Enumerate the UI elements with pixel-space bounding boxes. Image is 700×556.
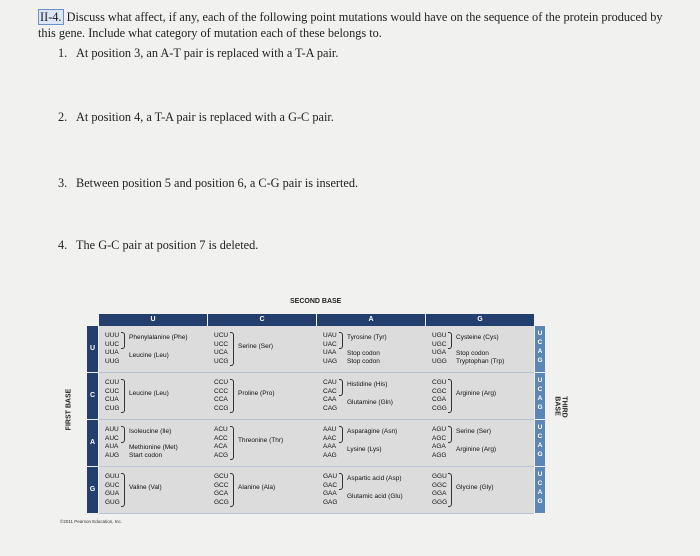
mutation-item-4: 4. The G-C pair at position 7 is deleted.	[58, 238, 259, 252]
question-body: Discuss what affect, if any, each of the following point mutations would have on the sequence of the protein produced by this gene. Include what category of mutation each of these belongs to.	[38, 10, 663, 40]
codon-cell	[105, 379, 119, 413]
codon-bracket	[121, 473, 125, 507]
codon: UUA	[105, 349, 119, 357]
codon-bracket	[230, 426, 234, 460]
codon: UGA	[432, 349, 447, 357]
codon-grid	[99, 326, 534, 514]
codon: CAC	[323, 387, 337, 395]
third-base-letter: G	[537, 451, 543, 458]
codon-cell	[323, 426, 337, 460]
copyright: ©2011 Pearson Education, Inc.	[60, 519, 123, 524]
codon: UGC	[432, 340, 447, 348]
amino-acid-label: Phenylalanine (Phe)	[129, 334, 188, 341]
first-base-label: FIRST BASE	[65, 388, 73, 431]
third-base-letter: G	[537, 357, 543, 364]
question-text	[38, 9, 678, 41]
codon: CAU	[323, 379, 337, 386]
third-base-letter: G	[537, 404, 543, 411]
amino-acid-label: Leucine (Leu)	[129, 352, 169, 359]
amino-acid-label: Stop codon	[347, 350, 380, 357]
codon-bracket	[339, 379, 343, 396]
row-head-u: U	[87, 326, 98, 372]
codon: UAU	[323, 332, 337, 339]
third-base-letter: C	[537, 339, 543, 346]
mutation-item-1: 1. At position 3, an A-T pair is replaced with a T-A pair.	[58, 46, 339, 60]
codon: GCA	[214, 490, 229, 498]
codon: CUA	[105, 396, 119, 404]
codon: UAA	[323, 349, 337, 357]
codon: CCA	[214, 396, 228, 404]
amino-acid-label: Serine (Ser)	[456, 428, 492, 435]
codon: AGA	[432, 443, 446, 451]
third-base-letter: A	[537, 442, 543, 449]
amino-acid-label: Stop codon	[456, 350, 489, 357]
codon: AUA	[105, 443, 119, 451]
codon: AAA	[323, 443, 337, 451]
codon-bracket	[230, 332, 234, 366]
codon: AAU	[323, 426, 337, 433]
codon: GGA	[432, 490, 447, 498]
third-base-col	[535, 467, 545, 513]
amino-acid-label: Aspartic acid (Asp)	[347, 475, 402, 482]
codon: GGC	[432, 481, 447, 489]
codon: CCG	[214, 404, 229, 412]
codon: UUG	[105, 357, 120, 365]
codon-cell	[432, 379, 447, 413]
codon: AUU	[105, 426, 119, 433]
amino-acid-label: Valine (Val)	[129, 484, 162, 491]
codon-cell	[323, 473, 337, 507]
codon-cell	[432, 426, 446, 460]
codon: GAC	[323, 481, 338, 489]
codon: AUG	[105, 451, 120, 459]
codon: GUU	[105, 473, 120, 480]
amino-acid-label: Stop codon	[347, 358, 380, 365]
codon: CUU	[105, 379, 120, 386]
amino-acid-label: Lysine (Lys)	[347, 446, 382, 453]
codon: GCG	[214, 498, 229, 506]
second-base-label: SECOND BASE	[290, 298, 342, 305]
amino-acid-label: Alanine (Ala)	[238, 484, 276, 491]
amino-acid-label: Glutamic acid (Glu)	[347, 493, 403, 500]
col-head-g: G	[426, 314, 534, 326]
mutation-item-2: 2. At position 4, a T-A pair is replaced with a G-C pair.	[58, 110, 334, 124]
col-head-u: U	[99, 314, 207, 326]
row-head-a: A	[87, 420, 98, 466]
codon-cell	[214, 426, 228, 460]
codon: UCG	[214, 357, 229, 365]
codon-bracket	[448, 379, 452, 413]
codon: ACU	[214, 426, 228, 433]
amino-acid-label: Arginine (Arg)	[456, 446, 497, 453]
amino-acid-label: Cysteine (Cys)	[456, 334, 499, 341]
amino-acid-label: Methionine (Met)	[129, 444, 178, 451]
codon: CUC	[105, 387, 120, 395]
codon-bracket	[339, 426, 343, 443]
codon: ACA	[214, 443, 228, 451]
codon-cell	[214, 379, 228, 413]
codon: UAG	[323, 357, 338, 365]
codon-bracket	[448, 426, 452, 443]
codon: GGG	[432, 498, 448, 506]
codon: UUC	[105, 340, 120, 348]
third-base-col	[535, 420, 545, 466]
codon: AUC	[105, 434, 119, 442]
codon: UCU	[214, 332, 229, 339]
codon: AGU	[432, 426, 447, 433]
codon: CCU	[214, 379, 229, 386]
third-base-letter: U	[537, 471, 543, 478]
codon-cell	[323, 332, 337, 366]
codon-cell	[432, 332, 447, 366]
codon: AAG	[323, 451, 337, 459]
codon-bracket	[230, 379, 234, 413]
col-head-a: A	[317, 314, 425, 326]
codon: CGU	[432, 379, 447, 386]
amino-acid-label: Histidine (His)	[347, 381, 388, 388]
codon-bracket	[448, 473, 452, 507]
codon: GGU	[432, 473, 447, 480]
third-base-letter: U	[537, 330, 543, 337]
amino-acid-label: Arginine (Arg)	[456, 390, 497, 397]
codon: GAU	[323, 473, 338, 480]
codon: CGA	[432, 396, 447, 404]
codon: GUA	[105, 490, 120, 498]
codon: GAA	[323, 490, 337, 498]
amino-acid-label: Start codon	[129, 452, 163, 459]
codon-bracket	[121, 332, 125, 349]
codon: UCC	[214, 340, 229, 348]
codon-bracket	[230, 473, 234, 507]
third-base-letter: U	[537, 377, 543, 384]
third-base-letter: A	[537, 348, 543, 355]
third-base-letter: A	[537, 489, 543, 496]
codon: ACC	[214, 434, 228, 442]
codon: GCC	[214, 481, 229, 489]
amino-acid-label: Tyrosine (Tyr)	[347, 334, 387, 341]
amino-acid-label: Serine (Ser)	[238, 343, 274, 350]
amino-acid-label: Isoleucine (Ile)	[129, 428, 172, 435]
codon-cell	[105, 332, 119, 366]
codon-cell	[105, 473, 120, 507]
third-base-letter: U	[537, 424, 543, 431]
codon: UCA	[214, 349, 228, 357]
codon: UUU	[105, 332, 120, 339]
codon: AGG	[432, 451, 447, 459]
amino-acid-label: Asparagine (Asn)	[347, 428, 398, 435]
third-base-col	[535, 373, 545, 419]
codon: GCU	[214, 473, 229, 480]
codon-bracket	[339, 473, 343, 490]
codon-bracket	[121, 379, 125, 413]
codon: CGG	[432, 404, 447, 412]
codon: AGC	[432, 434, 447, 442]
question-number: II-4.	[40, 10, 62, 24]
col-head-c: C	[208, 314, 316, 326]
codon-bracket	[121, 426, 125, 443]
third-base-letter: C	[537, 386, 543, 393]
amino-acid-label: Proline (Pro)	[238, 390, 275, 397]
amino-acid-label: Glutamine (Gln)	[347, 399, 393, 406]
codon: CAA	[323, 396, 337, 404]
third-base-label: THIRD BASE	[553, 396, 568, 418]
codon: CCC	[214, 387, 229, 395]
codon: GUC	[105, 481, 120, 489]
codon-table	[60, 298, 568, 524]
row-head-g: G	[87, 467, 98, 513]
codon: UAC	[323, 340, 337, 348]
codon: GAG	[323, 498, 338, 506]
row-head-c: C	[87, 373, 98, 419]
amino-acid-label: Glycine (Gly)	[456, 484, 494, 491]
codon: ACG	[214, 451, 229, 459]
codon-cell	[323, 379, 337, 413]
codon-cell	[214, 332, 228, 366]
amino-acid-label: Leucine (Leu)	[129, 390, 169, 397]
third-base-letter: C	[537, 433, 543, 440]
amino-acid-label: Threonine (Thr)	[238, 437, 284, 444]
third-base-letter: A	[537, 395, 543, 402]
codon: CAG	[323, 404, 338, 412]
codon: GUG	[105, 498, 120, 506]
codon-bracket	[448, 332, 452, 349]
third-base-letter: C	[537, 480, 543, 487]
codon: AAC	[323, 434, 337, 442]
codon: UGU	[432, 332, 447, 339]
amino-acid-label: Tryptophan (Trp)	[456, 358, 505, 365]
codon: CGC	[432, 387, 447, 395]
codon: UGG	[432, 357, 447, 365]
third-base-letter: G	[537, 498, 543, 505]
mutation-item-3: 3. Between position 5 and position 6, a C-G pair is inserted.	[58, 176, 359, 190]
codon-cell	[214, 473, 229, 507]
codon-cell	[105, 426, 119, 460]
codon-cell	[432, 473, 447, 507]
codon-bracket	[339, 332, 343, 349]
codon: CUG	[105, 404, 120, 412]
third-base-col	[535, 326, 545, 372]
